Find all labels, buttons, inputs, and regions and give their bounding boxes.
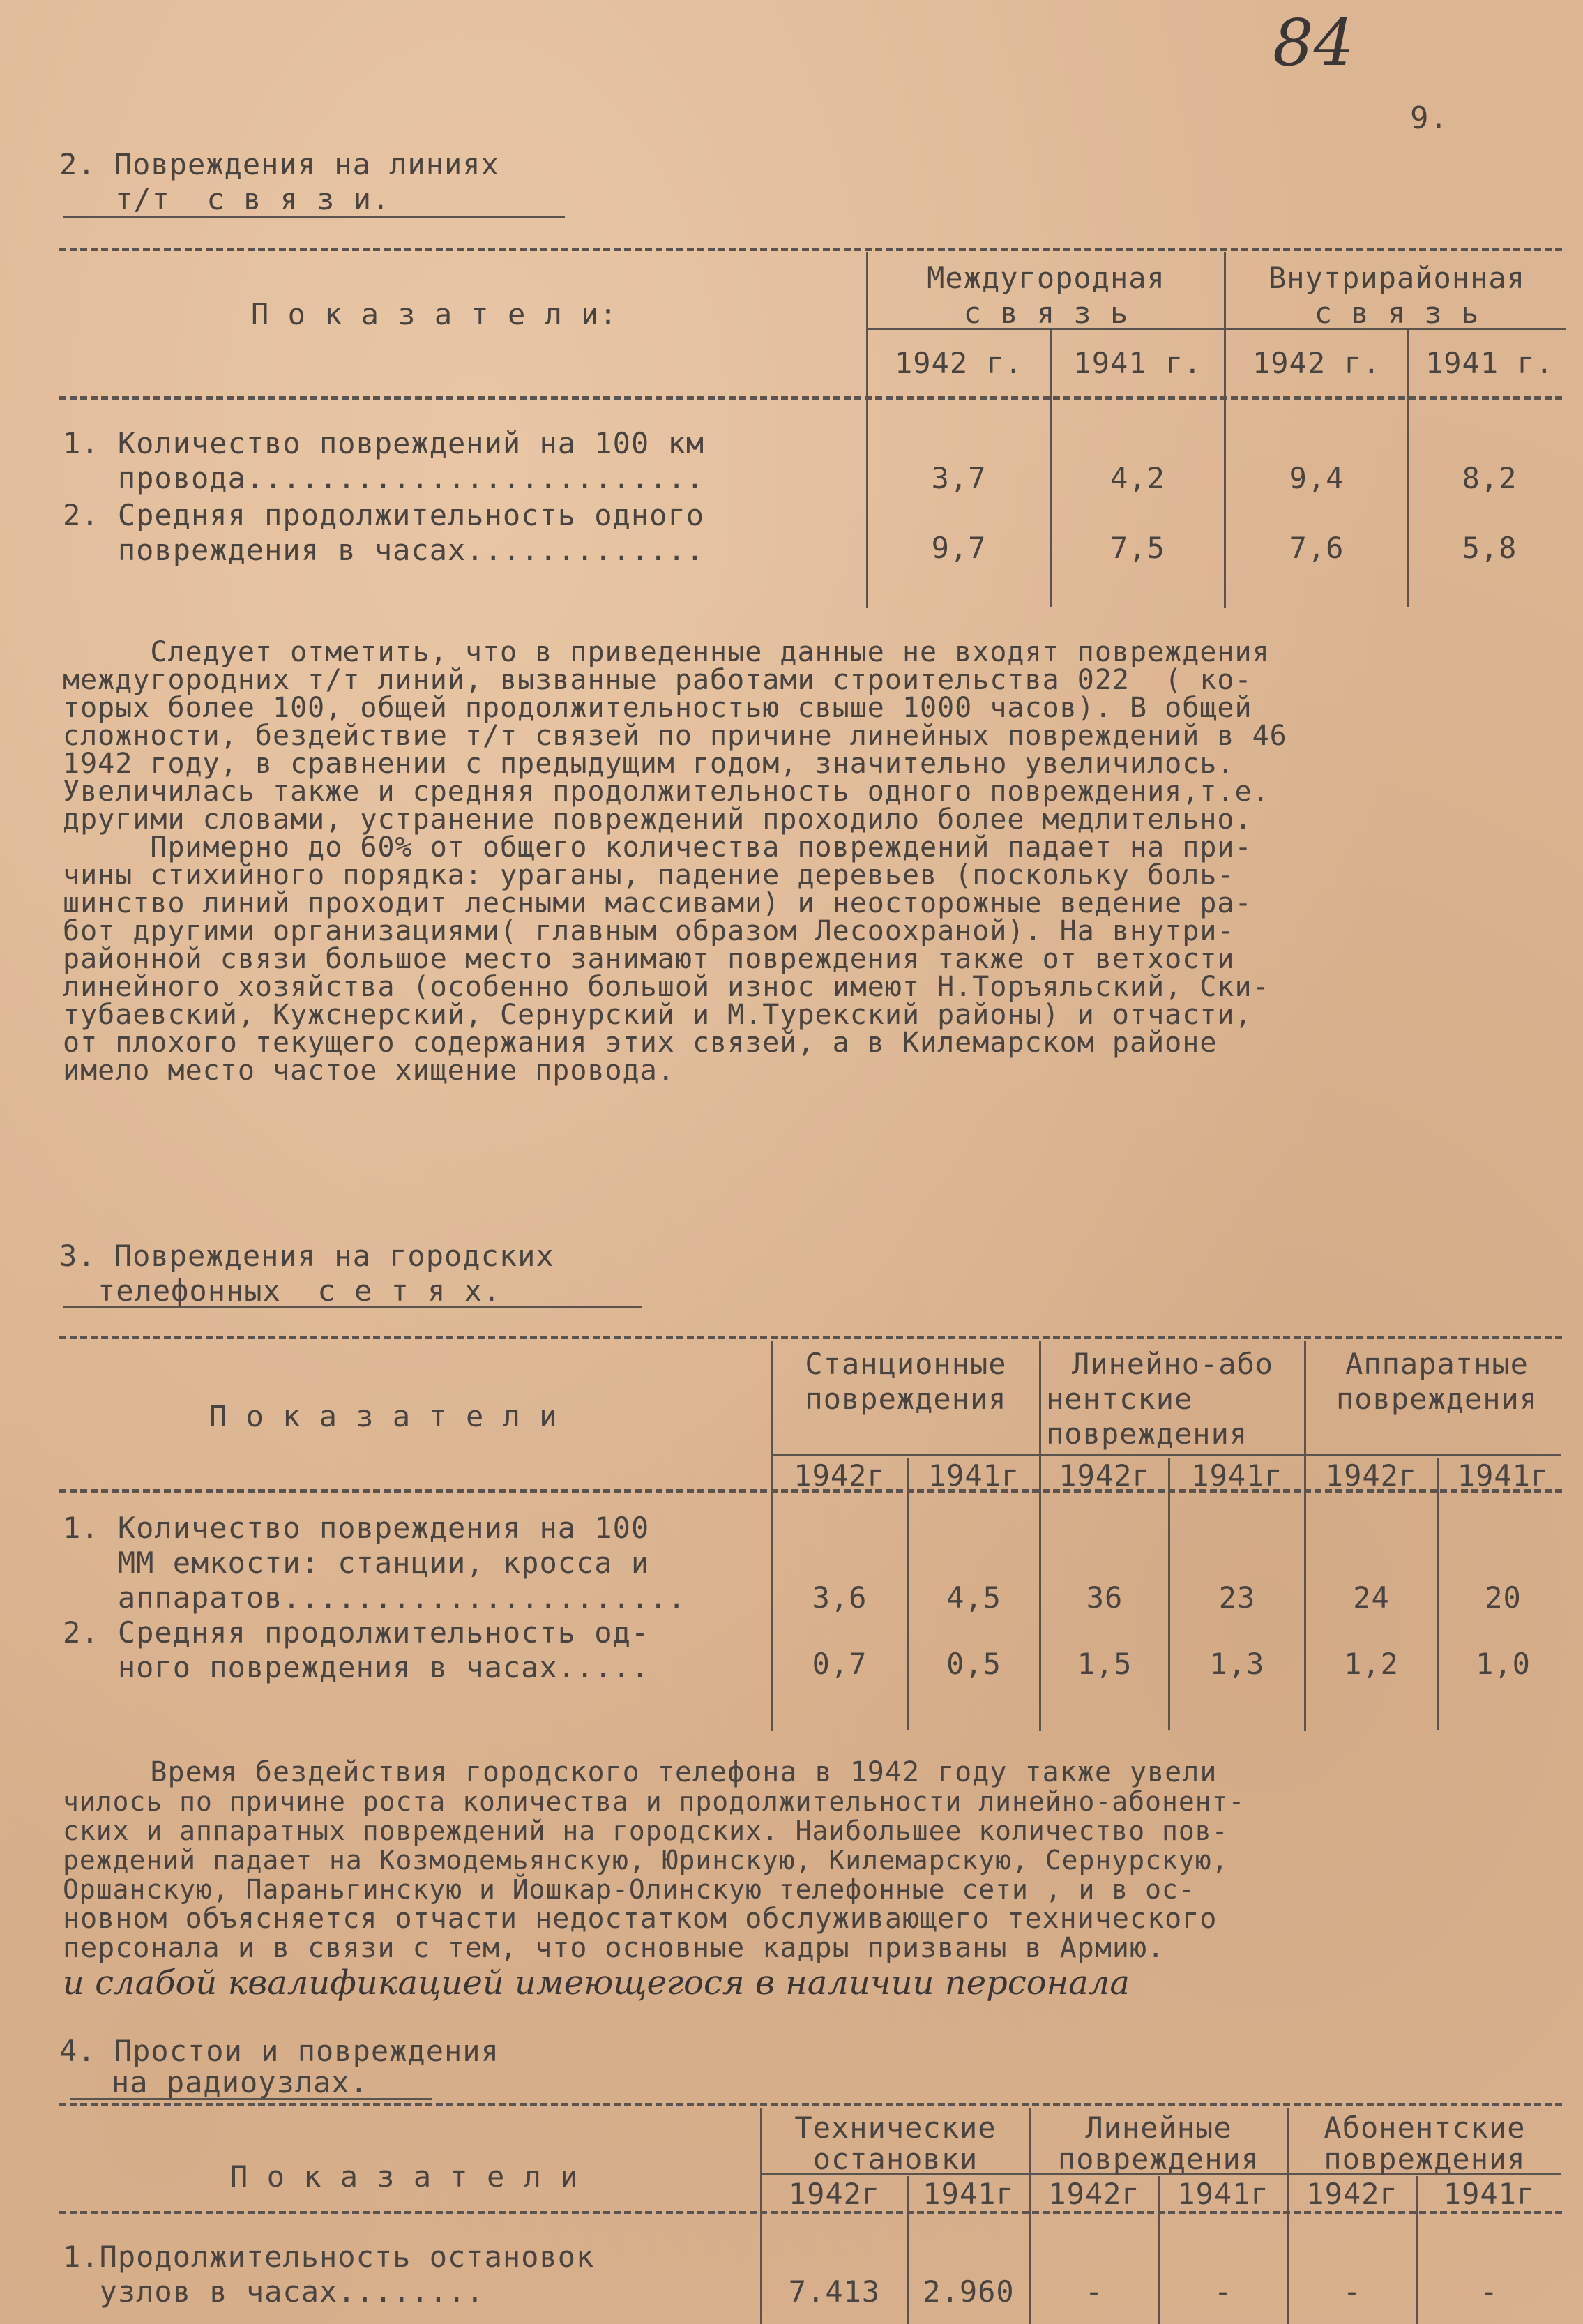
text-line: междугородних т/т линий, вызванные работами строительства 022 ( ко- <box>63 664 1252 696</box>
table2-row1-label: 1. Количество повреждений на 100 км <box>63 426 705 460</box>
table2-row1-label: провода......................... <box>63 461 705 495</box>
table3-row1-label: ММ емкости: станции, кросса и <box>63 1546 650 1580</box>
table3-row2-label: 2. Средняя продолжительность од- <box>63 1615 650 1650</box>
table4-year: 1942г <box>1048 2177 1140 2211</box>
table4-year: 1941г <box>923 2177 1015 2211</box>
table3-group-label: Линейно-або <box>1071 1347 1274 1381</box>
table2-group2-line1: Внутрирайонная <box>1268 261 1525 295</box>
table2-year: 1941 г. <box>1073 346 1202 380</box>
table3-year: 1941г <box>1191 1458 1283 1493</box>
table2-cell: 9,7 <box>931 531 987 565</box>
table4-cell: - <box>1480 2274 1499 2309</box>
text-line: шинство линий проходит лесными массивами) и неосторожные ведение ра- <box>63 887 1252 919</box>
table4-group-label: повреждения <box>1324 2142 1526 2176</box>
text-line: Оршанскую, Параньгинскую и Йошкар-Олинскую телефонные сети , и в ос- <box>63 1874 1195 1905</box>
table4-group-label: повреждения <box>1057 2142 1260 2176</box>
table3-row1-label: 1. Количество повреждения на 100 <box>63 1511 650 1545</box>
table3-year: 1941г <box>927 1458 1020 1493</box>
section3-heading-line2: телефонных с е т я х. <box>98 1274 501 1308</box>
text-line: 1942 году, в сравнении с предыдущим годом, значительно увеличилось. <box>63 748 1235 780</box>
table4-row1-label: узлов в часах........ <box>63 2274 485 2309</box>
table4-group-label: Абонентские <box>1324 2111 1526 2145</box>
text-line: новном объясняется отчасти недостатком обслуживающего технического <box>63 1903 1218 1935</box>
table4-top-rule <box>59 2103 1562 2106</box>
table2-cell: 8,2 <box>1462 461 1517 495</box>
table2-indicator-header: П о к а з а т е л и: <box>251 297 618 331</box>
table3-cell: 24 <box>1353 1580 1390 1615</box>
table2-row2-label: повреждения в часах............. <box>63 533 705 567</box>
table3-group-label: Аппаратные <box>1345 1347 1529 1381</box>
text-line: персонала и в связи с тем, что основные кадры призваны в Армию. <box>63 1932 1165 1964</box>
table2-group2-line2: с в я з ь <box>1314 296 1480 330</box>
text-line: районной связи большое место занимают повреждения также от ветхости <box>63 943 1235 975</box>
table3-cell: 1,2 <box>1344 1647 1399 1681</box>
table4-cell: 7.413 <box>788 2274 881 2309</box>
table4-cell: - <box>1342 2274 1362 2309</box>
table3-cell: 4,5 <box>946 1580 1001 1615</box>
text-line: сложности, бездействие т/т связей по причине линейных повреждений в 46 <box>63 720 1287 752</box>
table2-group1-line2: с в я з ь <box>963 296 1129 330</box>
section4-heading-line2: на радиоузлах. <box>112 2065 369 2099</box>
section4-heading-underline <box>70 2098 432 2100</box>
table2-cell: 9,4 <box>1289 461 1345 495</box>
table3-group-label: Станционные <box>805 1347 1007 1381</box>
table4-group-label: остановки <box>812 2142 978 2176</box>
text-line: имело место частое хищение провода. <box>63 1055 675 1087</box>
table4-indicator-header: П о к а з а т е л и <box>230 2159 579 2194</box>
table4-group-label: Технические <box>794 2111 997 2145</box>
table3-cell: 0,7 <box>812 1647 868 1681</box>
table3-cell: 36 <box>1086 1580 1123 1615</box>
text-line: тубаевский, Кужснерский, Сернурский и М.Турекский районы) и отчасти, <box>63 999 1252 1031</box>
table4-cell: 2.960 <box>923 2274 1015 2309</box>
table2-year: 1942 г. <box>1252 346 1381 380</box>
table4-year: 1942г <box>788 2177 881 2211</box>
table3-cell: 3,6 <box>812 1580 868 1615</box>
text-line: Время бездействия городского телефона в 1942 году также увели <box>63 1756 1218 1788</box>
section2-paragraph <box>63 638 1287 1085</box>
table3-cell: 1,5 <box>1077 1647 1133 1681</box>
table3-cell: 0,5 <box>946 1647 1001 1681</box>
table4-header-rule <box>59 2211 1562 2214</box>
table3-cell: 20 <box>1485 1580 1522 1615</box>
section2-heading-line1: 2. Повреждения на линиях <box>59 147 499 181</box>
text-line: Следует отметить, что в приведенные данные не входят повреждения <box>63 636 1270 668</box>
text-line: линейного хозяйства (особенно большой износ имеют Н.Торъяльский, Ски- <box>63 971 1270 1003</box>
table3-group-label: повреждения <box>1335 1382 1538 1416</box>
text-line: чилось по причине роста количества и продолжительности линейно-абонент- <box>63 1786 1245 1817</box>
typed-page-number: 9. <box>1410 100 1448 136</box>
table4-cell: - <box>1084 2274 1104 2309</box>
text-line: от плохого текущего содержания этих связей, а в Килемарском районе <box>63 1027 1218 1059</box>
section3-paragraph <box>63 1758 1245 1963</box>
section2-heading-line2: т/т с в я з и. <box>115 182 391 216</box>
text-line: Примерно до 60% от общего количества повреждений падает на при- <box>63 831 1252 863</box>
table3-year: 1942г <box>1059 1458 1151 1493</box>
text-line: ских и аппаратных повреждений на городских. Наибольшее количество пов- <box>63 1816 1229 1846</box>
table3-year: 1941г <box>1457 1458 1550 1493</box>
text-line: торых более 100, общей продолжительностью свыше 1000 часов). В общей <box>63 692 1252 724</box>
table3-year: 1942г <box>1325 1458 1418 1493</box>
table3-cell: 23 <box>1218 1580 1256 1615</box>
text-line: бот другими организациями( главным образом Лесоохраной). На внутри- <box>63 915 1235 947</box>
table3-group-label: повреждения <box>1046 1417 1248 1451</box>
table2-row2-label: 2. Средняя продолжительность одного <box>63 498 705 532</box>
table3-indicator-header: П о к а з а т е л и <box>209 1399 558 1433</box>
table4-cell: - <box>1213 2274 1233 2309</box>
table3-group-rule <box>773 1454 1561 1456</box>
table3-group-label: повреждения <box>805 1382 1007 1416</box>
text-line: Увеличилась также и средняя продолжительность одного повреждения,т.е. <box>63 776 1270 808</box>
table4-year: 1941г <box>1177 2177 1269 2211</box>
table3-year: 1942г <box>794 1458 886 1493</box>
table2-year: 1941 г. <box>1425 346 1554 380</box>
table3-cell: 1,3 <box>1209 1647 1265 1681</box>
section4-heading-line1: 4. Простои и повреждения <box>59 2034 499 2068</box>
table3-top-rule <box>59 1336 1562 1339</box>
table2-header-rule <box>59 396 1562 400</box>
handwritten-note: и слабой квалификацией имеющегося в наличии персонала <box>63 1963 1130 2002</box>
section3-heading-underline <box>63 1306 642 1308</box>
table2-cell: 4,2 <box>1110 461 1165 495</box>
table3-row1-label: аппаратов...................... <box>63 1580 686 1615</box>
table2-top-rule <box>59 248 1562 251</box>
table2-cell: 7,6 <box>1289 531 1345 565</box>
table4-group-label: Линейные <box>1085 2111 1232 2145</box>
text-line: реждений падает на Козмодемьянскую, Юринскую, Килемарскую, Сернурскую, <box>63 1845 1229 1876</box>
table3-group-label: нентские <box>1046 1382 1193 1416</box>
table4-row1-label: 1.Продолжительность остановок <box>63 2240 595 2274</box>
table4-year: 1941г <box>1443 2177 1536 2211</box>
handwritten-page-number: 84 <box>1273 6 1355 80</box>
table4-year: 1942г <box>1306 2177 1398 2211</box>
table2-year: 1942 г. <box>894 346 1023 380</box>
table3-cell: 1,0 <box>1476 1647 1531 1681</box>
section3-heading-line1: 3. Повреждения на городских <box>59 1239 554 1273</box>
table2-cell: 3,7 <box>931 461 987 495</box>
table2-cell: 7,5 <box>1110 531 1165 565</box>
text-line: чины стихийного порядка: ураганы, падение деревьев (поскольку боль- <box>63 859 1235 891</box>
table3-row2-label: ного повреждения в часах..... <box>63 1650 650 1684</box>
section2-heading-underline <box>63 216 565 218</box>
text-line: другими словами, устранение повреждений проходило более медлительно. <box>63 803 1252 836</box>
table2-cell: 5,8 <box>1462 531 1517 565</box>
table2-group1-line1: Междугородная <box>927 261 1165 295</box>
